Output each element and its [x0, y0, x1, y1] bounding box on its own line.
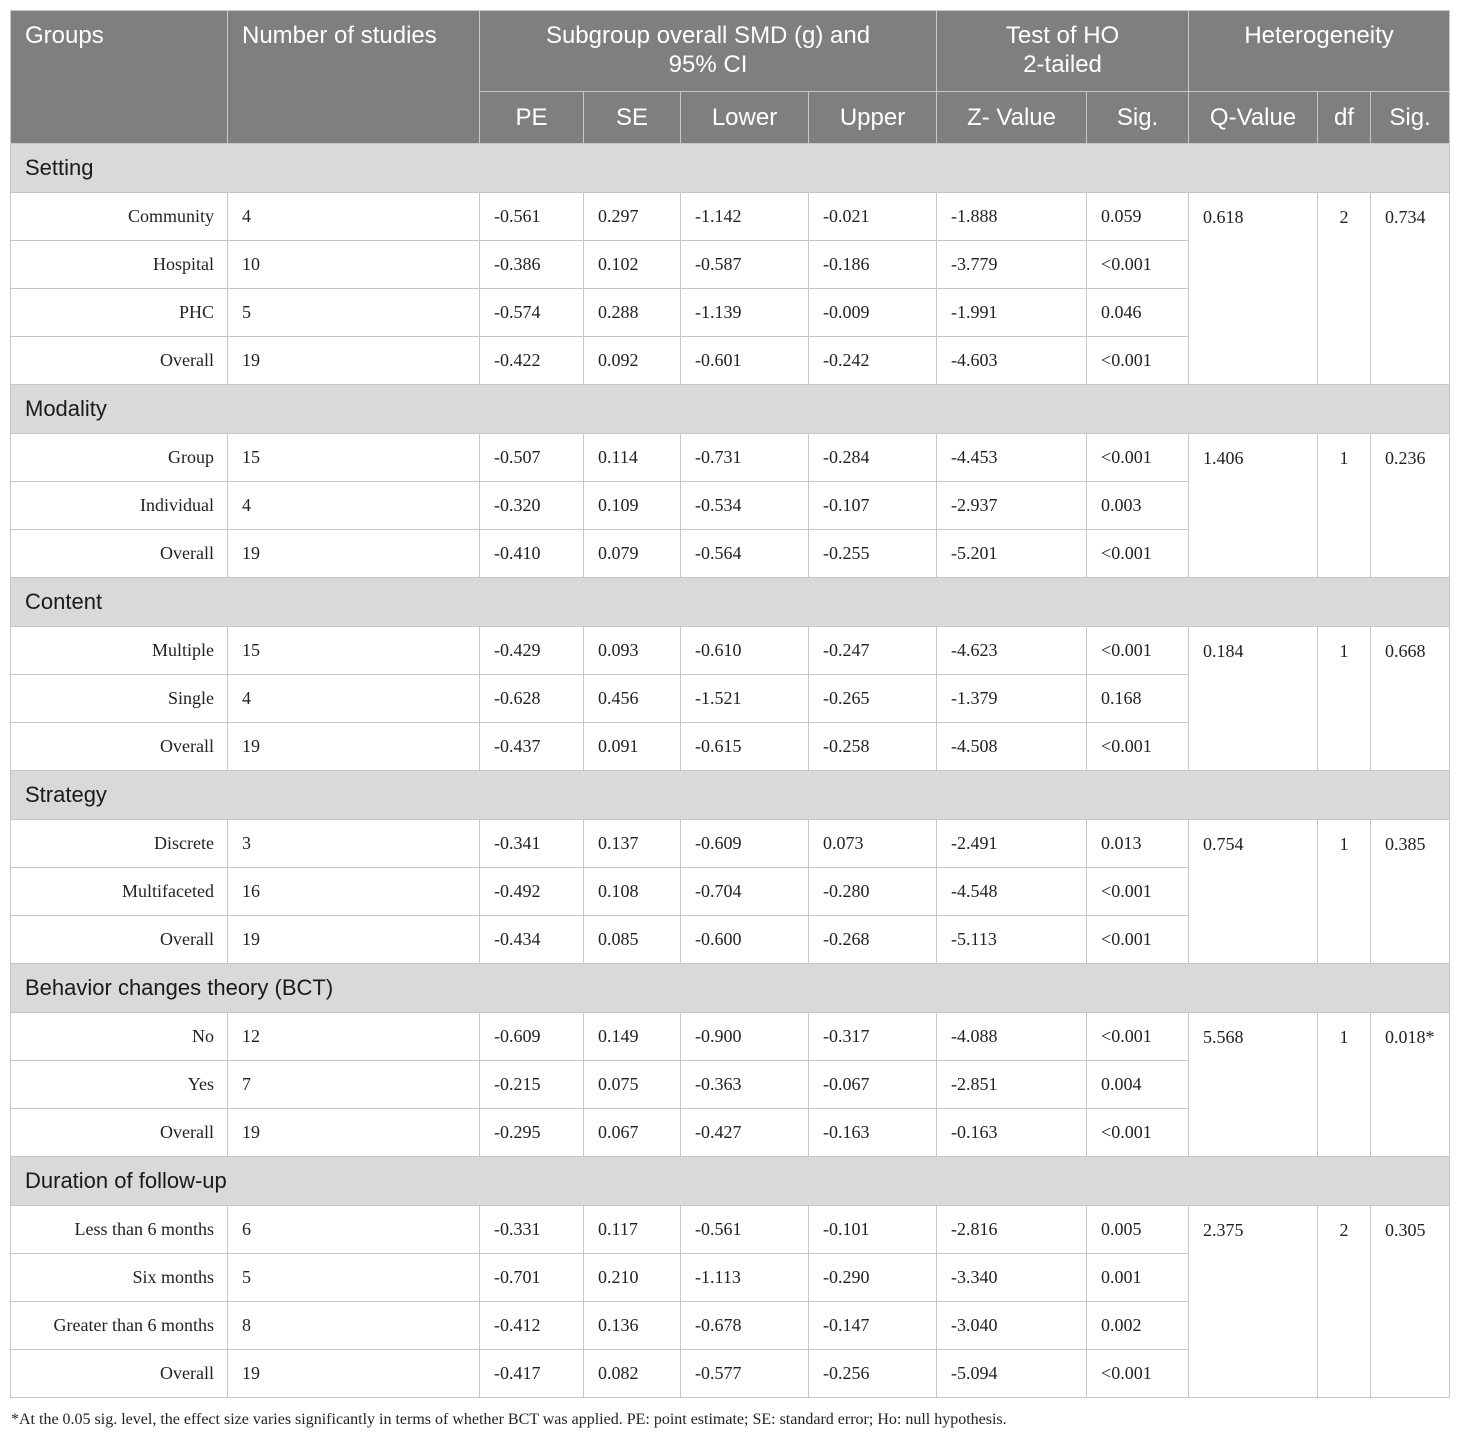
table-cell: <0.001 — [1087, 241, 1189, 289]
table-cell: 0.102 — [584, 241, 681, 289]
table-cell: -3.779 — [937, 241, 1087, 289]
table-cell: -0.107 — [809, 482, 937, 530]
q-value-cell: 2.375 — [1189, 1206, 1318, 1398]
table-cell: 10 — [228, 241, 480, 289]
table-cell: -0.437 — [480, 723, 584, 771]
table-cell: 15 — [228, 627, 480, 675]
table-cell: -0.609 — [480, 1013, 584, 1061]
table-cell: 0.073 — [809, 820, 937, 868]
table-cell: -5.201 — [937, 530, 1087, 578]
section-title: Content — [11, 578, 1450, 627]
table-cell: <0.001 — [1087, 1350, 1189, 1398]
section-title: Modality — [11, 385, 1450, 434]
section-title: Duration of follow-up — [11, 1157, 1450, 1206]
table-cell: -4.453 — [937, 434, 1087, 482]
row-label: Overall — [11, 337, 228, 385]
table-row — [11, 1206, 1450, 1254]
table-cell: <0.001 — [1087, 1109, 1189, 1157]
header-het-sig: Sig. — [1371, 92, 1450, 144]
table-cell: -4.623 — [937, 627, 1087, 675]
q-value-cell: 0.184 — [1189, 627, 1318, 771]
table-cell: 0.004 — [1087, 1061, 1189, 1109]
table-cell: 0.114 — [584, 434, 681, 482]
row-label: PHC — [11, 289, 228, 337]
table-cell: -3.040 — [937, 1302, 1087, 1350]
table-cell: -0.147 — [809, 1302, 937, 1350]
row-label: Overall — [11, 916, 228, 964]
table-cell: 19 — [228, 1109, 480, 1157]
table-cell: 12 — [228, 1013, 480, 1061]
table-cell: 4 — [228, 675, 480, 723]
table-cell: -0.412 — [480, 1302, 584, 1350]
table-cell: -0.601 — [681, 337, 809, 385]
row-label: Overall — [11, 1109, 228, 1157]
table-cell: <0.001 — [1087, 868, 1189, 916]
het-sig-cell: 0.668 — [1371, 627, 1450, 771]
table-cell: -0.258 — [809, 723, 937, 771]
df-cell: 1 — [1318, 627, 1371, 771]
df-cell: 2 — [1318, 1206, 1371, 1398]
table-cell: 19 — [228, 1350, 480, 1398]
header-se: SE — [584, 92, 681, 144]
header-upper: Upper — [809, 92, 937, 144]
row-label: No — [11, 1013, 228, 1061]
table-cell: -1.991 — [937, 289, 1087, 337]
table-cell: -0.492 — [480, 868, 584, 916]
table-cell: <0.001 — [1087, 530, 1189, 578]
table-cell: 0.075 — [584, 1061, 681, 1109]
table-cell: 0.108 — [584, 868, 681, 916]
table-cell: <0.001 — [1087, 627, 1189, 675]
table-cell: -1.139 — [681, 289, 809, 337]
table-cell: -0.615 — [681, 723, 809, 771]
df-cell: 2 — [1318, 193, 1371, 385]
table-cell: -0.255 — [809, 530, 937, 578]
row-label: Hospital — [11, 241, 228, 289]
table-cell: -2.491 — [937, 820, 1087, 868]
table-cell: 0.092 — [584, 337, 681, 385]
table-cell: -5.094 — [937, 1350, 1087, 1398]
table-cell: -0.574 — [480, 289, 584, 337]
table-cell: <0.001 — [1087, 1013, 1189, 1061]
het-sig-cell: 0.018* — [1371, 1013, 1450, 1157]
table-cell: -0.163 — [809, 1109, 937, 1157]
table-cell: -0.265 — [809, 675, 937, 723]
table-cell: 0.137 — [584, 820, 681, 868]
table-cell: -0.561 — [480, 193, 584, 241]
table-cell: 0.297 — [584, 193, 681, 241]
table-row — [11, 434, 1450, 482]
q-value-cell: 5.568 — [1189, 1013, 1318, 1157]
table-cell: 0.117 — [584, 1206, 681, 1254]
table-cell: -5.113 — [937, 916, 1087, 964]
table-cell: -4.548 — [937, 868, 1087, 916]
table-cell: 0.288 — [584, 289, 681, 337]
header-lower: Lower — [681, 92, 809, 144]
header-pe: PE — [480, 92, 584, 144]
table-cell: -0.295 — [480, 1109, 584, 1157]
table-cell: 0.002 — [1087, 1302, 1189, 1350]
subgroup-analysis-table — [10, 10, 1450, 1398]
table-cell: -0.021 — [809, 193, 937, 241]
row-label: Six months — [11, 1254, 228, 1302]
table-row — [11, 627, 1450, 675]
section-header — [11, 144, 1450, 193]
table-cell: -0.363 — [681, 1061, 809, 1109]
table-cell: -1.888 — [937, 193, 1087, 241]
table-cell: 0.005 — [1087, 1206, 1189, 1254]
header-smd: Subgroup overall SMD (g) and 95% CI — [480, 11, 937, 92]
section-title: Behavior changes theory (BCT) — [11, 964, 1450, 1013]
table-cell: 19 — [228, 723, 480, 771]
table-cell: 19 — [228, 530, 480, 578]
table-cell: -4.088 — [937, 1013, 1087, 1061]
table-cell: 0.149 — [584, 1013, 681, 1061]
table-cell: 0.093 — [584, 627, 681, 675]
section-title: Setting — [11, 144, 1450, 193]
row-label: Community — [11, 193, 228, 241]
table-cell: -0.577 — [681, 1350, 809, 1398]
table-cell: -1.142 — [681, 193, 809, 241]
row-label: Overall — [11, 1350, 228, 1398]
table-cell: <0.001 — [1087, 337, 1189, 385]
table-cell: -0.067 — [809, 1061, 937, 1109]
table-cell: -0.317 — [809, 1013, 937, 1061]
table-cell: 0.013 — [1087, 820, 1189, 868]
table-cell: -0.215 — [480, 1061, 584, 1109]
table-cell: -4.508 — [937, 723, 1087, 771]
header-test: Test of HO 2-tailed — [937, 11, 1189, 92]
table-cell: 5 — [228, 289, 480, 337]
table-cell: -0.600 — [681, 916, 809, 964]
table-cell: -4.603 — [937, 337, 1087, 385]
het-sig-cell: 0.305 — [1371, 1206, 1450, 1398]
table-cell: -0.704 — [681, 868, 809, 916]
section-header — [11, 771, 1450, 820]
table-cell: 0.136 — [584, 1302, 681, 1350]
table-cell: 0.059 — [1087, 193, 1189, 241]
table-cell: -0.561 — [681, 1206, 809, 1254]
table-cell: -0.163 — [937, 1109, 1087, 1157]
table-cell: 0.210 — [584, 1254, 681, 1302]
table-cell: -0.731 — [681, 434, 809, 482]
row-label: Yes — [11, 1061, 228, 1109]
het-sig-cell: 0.385 — [1371, 820, 1450, 964]
table-cell: -0.186 — [809, 241, 937, 289]
table-cell: 0.079 — [584, 530, 681, 578]
table-cell: 0.001 — [1087, 1254, 1189, 1302]
table-cell: -0.507 — [480, 434, 584, 482]
section-header — [11, 578, 1450, 627]
row-label: Group — [11, 434, 228, 482]
table-cell: -2.816 — [937, 1206, 1087, 1254]
table-cell: 0.091 — [584, 723, 681, 771]
row-label: Greater than 6 months — [11, 1302, 228, 1350]
table-cell: -1.113 — [681, 1254, 809, 1302]
table-cell: -0.429 — [480, 627, 584, 675]
table-cell: 0.456 — [584, 675, 681, 723]
table-cell: -0.242 — [809, 337, 937, 385]
table-row — [11, 820, 1450, 868]
table-cell: 6 — [228, 1206, 480, 1254]
table-cell: -0.628 — [480, 675, 584, 723]
table-cell: -0.256 — [809, 1350, 937, 1398]
table-cell: 7 — [228, 1061, 480, 1109]
row-label: Multifaceted — [11, 868, 228, 916]
table-cell: 4 — [228, 193, 480, 241]
table-cell: 19 — [228, 337, 480, 385]
df-cell: 1 — [1318, 434, 1371, 578]
q-value-cell: 0.618 — [1189, 193, 1318, 385]
table-cell: -0.900 — [681, 1013, 809, 1061]
df-cell: 1 — [1318, 1013, 1371, 1157]
table-row — [11, 193, 1450, 241]
row-label: Less than 6 months — [11, 1206, 228, 1254]
table-cell: -0.422 — [480, 337, 584, 385]
table-cell: 0.168 — [1087, 675, 1189, 723]
table-cell: 5 — [228, 1254, 480, 1302]
row-label: Single — [11, 675, 228, 723]
table-cell: -0.386 — [480, 241, 584, 289]
header-q-value: Q-Value — [1189, 92, 1318, 144]
table-cell: -0.417 — [480, 1350, 584, 1398]
header-sig: Sig. — [1087, 92, 1189, 144]
table-cell: -0.410 — [480, 530, 584, 578]
table-cell: -2.851 — [937, 1061, 1087, 1109]
table-cell: -0.609 — [681, 820, 809, 868]
table-cell: 0.082 — [584, 1350, 681, 1398]
table-cell: -0.434 — [480, 916, 584, 964]
row-label: Individual — [11, 482, 228, 530]
table-cell: -1.379 — [937, 675, 1087, 723]
row-label: Multiple — [11, 627, 228, 675]
table-cell: 0.067 — [584, 1109, 681, 1157]
table-cell: 0.109 — [584, 482, 681, 530]
section-header — [11, 385, 1450, 434]
header-groups: Groups — [11, 11, 228, 144]
table-cell: -0.290 — [809, 1254, 937, 1302]
table-cell: -2.937 — [937, 482, 1087, 530]
table-header — [11, 11, 1450, 144]
q-value-cell: 0.754 — [1189, 820, 1318, 964]
q-value-cell: 1.406 — [1189, 434, 1318, 578]
table-cell: -0.564 — [681, 530, 809, 578]
table-footnote: *At the 0.05 sig. level, the effect size varies significantly in terms of whether BCT was applied. PE: point estimate; SE: standard error; Ho: null hypothesis. — [11, 1411, 1007, 1428]
section-title: Strategy — [11, 771, 1450, 820]
header-heterogeneity: Heterogeneity — [1189, 11, 1450, 92]
table-cell: 4 — [228, 482, 480, 530]
table-cell: <0.001 — [1087, 723, 1189, 771]
table-cell: -0.587 — [681, 241, 809, 289]
table-cell: -0.534 — [681, 482, 809, 530]
table-cell: 8 — [228, 1302, 480, 1350]
header-z-value: Z- Value — [937, 92, 1087, 144]
table-cell: -0.101 — [809, 1206, 937, 1254]
table-cell: -0.320 — [480, 482, 584, 530]
table-cell: -0.268 — [809, 916, 937, 964]
table-cell: <0.001 — [1087, 434, 1189, 482]
table-cell: -0.610 — [681, 627, 809, 675]
row-label: Overall — [11, 723, 228, 771]
table-cell: -0.331 — [480, 1206, 584, 1254]
section-header — [11, 1157, 1450, 1206]
table-cell: -0.284 — [809, 434, 937, 482]
table-cell: <0.001 — [1087, 916, 1189, 964]
table-cell: -0.341 — [480, 820, 584, 868]
table-cell: -0.678 — [681, 1302, 809, 1350]
table-cell: -1.521 — [681, 675, 809, 723]
table-cell: 16 — [228, 868, 480, 916]
table-cell: -0.280 — [809, 868, 937, 916]
table-cell: 0.003 — [1087, 482, 1189, 530]
table-cell: -0.247 — [809, 627, 937, 675]
section-header — [11, 964, 1450, 1013]
row-label: Discrete — [11, 820, 228, 868]
table-cell: 0.046 — [1087, 289, 1189, 337]
table-cell: -0.701 — [480, 1254, 584, 1302]
header-df: df — [1318, 92, 1371, 144]
het-sig-cell: 0.236 — [1371, 434, 1450, 578]
table-cell: 3 — [228, 820, 480, 868]
table-cell: 0.085 — [584, 916, 681, 964]
table-cell: 15 — [228, 434, 480, 482]
table-row — [11, 1013, 1450, 1061]
table-cell: -0.009 — [809, 289, 937, 337]
table-cell: -3.340 — [937, 1254, 1087, 1302]
table-body — [11, 144, 1450, 1398]
df-cell: 1 — [1318, 820, 1371, 964]
row-label: Overall — [11, 530, 228, 578]
table-cell: 19 — [228, 916, 480, 964]
table-cell: -0.427 — [681, 1109, 809, 1157]
het-sig-cell: 0.734 — [1371, 193, 1450, 385]
header-number-of-studies: Number of studies — [228, 11, 480, 144]
